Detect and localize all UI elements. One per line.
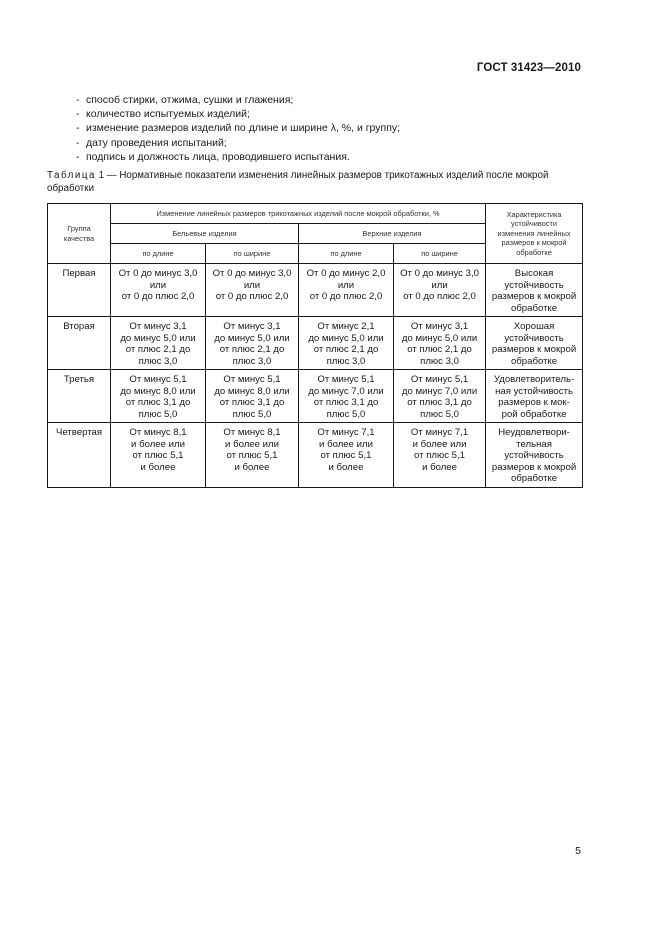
cell-linen-width: От минус 5,1 до минус 8,0 или от плюс 3,1 до плюс 5,0: [206, 370, 299, 423]
cell-linen-width: От 0 до минус 3,0 или от 0 до плюс 2,0: [206, 264, 299, 317]
document-code: ГОСТ 31423—2010: [476, 62, 581, 74]
list-item: - подпись и должность лица, проводившего испытания.: [76, 150, 350, 163]
header-outer-length: по длине: [299, 244, 394, 264]
cell-linen-length: От минус 5,1 до минус 8,0 или от плюс 3,1 до плюс 5,0: [111, 370, 206, 423]
header-linen-length: по длине: [111, 244, 206, 264]
list-item: - способ стирки, отжима, сушки и глажения;: [76, 94, 294, 106]
row-group: Третья: [48, 370, 111, 423]
cell-characteristic: Высокая устойчивость размеров к мокрой обработке: [486, 264, 583, 317]
header-linen-width: по ширине: [206, 244, 299, 264]
table-row: [48, 264, 583, 317]
cell-outer-length: От минус 2,1 до минус 5,0 или от плюс 2,1 до плюс 3,0: [299, 317, 394, 370]
header-characteristic: Характеристика устойчивости изменения линейных размеров к мокрой обработке: [486, 204, 583, 264]
header-outer-width: по ширине: [394, 244, 486, 264]
header-linen: Бельевые изделия: [111, 224, 299, 244]
table-row: [48, 317, 583, 370]
table-row: [48, 370, 583, 423]
list-item: - изменение размеров изделий по длине и ширине λ, %, и группу;: [76, 122, 401, 135]
row-group: Первая: [48, 264, 111, 317]
cell-outer-length: От минус 5,1 до минус 7,0 или от плюс 3,1 до плюс 5,0: [299, 370, 394, 423]
cell-outer-width: От минус 3,1 до минус 5,0 или от плюс 2,1 до плюс 3,0: [394, 317, 486, 370]
table-caption-text: 1 — Нормативные показатели изменения линейных размеров трикотажных изделий после мокрой обработки: [47, 170, 549, 194]
cell-characteristic: Хорошая устойчивость размеров к мокрой обработке: [486, 317, 583, 370]
header-outer: Верхние изделия: [299, 224, 486, 244]
cell-characteristic: Удовлетворитель- ная устойчивость размеров к мок- рой обработке: [486, 370, 583, 423]
cell-linen-width: От минус 3,1 до минус 5,0 или от плюс 2,1 до плюс 3,0: [206, 317, 299, 370]
cell-outer-length: От минус 7,1 и более или от плюс 5,1 и более: [299, 423, 394, 488]
header-group: Группа качества: [48, 204, 111, 264]
cell-outer-width: От 0 до минус 3,0 или от 0 до плюс 2,0: [394, 264, 486, 317]
report-contents-list: [76, 93, 400, 164]
table-row: [48, 423, 583, 488]
cell-outer-width: От минус 5,1 до минус 7,0 или от плюс 3,1 до плюс 5,0: [394, 370, 486, 423]
cell-outer-length: От 0 до минус 2,0 или от 0 до плюс 2,0: [299, 264, 394, 317]
list-item: - дату проведения испытаний;: [76, 136, 227, 149]
cell-linen-length: От минус 8,1 и более или от плюс 5,1 и более: [111, 423, 206, 488]
norms-table: [47, 203, 583, 488]
row-group: Вторая: [48, 317, 111, 370]
list-item: - количество испытуемых изделий;: [76, 108, 250, 121]
table-caption: [47, 170, 587, 195]
cell-outer-width: От минус 7,1 и более или от плюс 5,1 и более: [394, 423, 486, 488]
cell-linen-length: От 0 до минус 3,0 или от 0 до плюс 2,0: [111, 264, 206, 317]
cell-linen-width: От минус 8,1 и более или от плюс 5,1 и более: [206, 423, 299, 488]
table-caption-label: Таблица: [47, 170, 96, 181]
cell-linen-length: От минус 3,1 до минус 5,0 или от плюс 2,1 до плюс 3,0: [111, 317, 206, 370]
header-change: Изменение линейных размеров трикотажных изделий после мокрой обработки, %: [111, 204, 486, 224]
row-group: Четвертая: [48, 423, 111, 488]
page-number: 5: [575, 845, 581, 857]
cell-characteristic: Неудовлетвори- тельная устойчивость размеров к мокрой обработке: [486, 423, 583, 488]
